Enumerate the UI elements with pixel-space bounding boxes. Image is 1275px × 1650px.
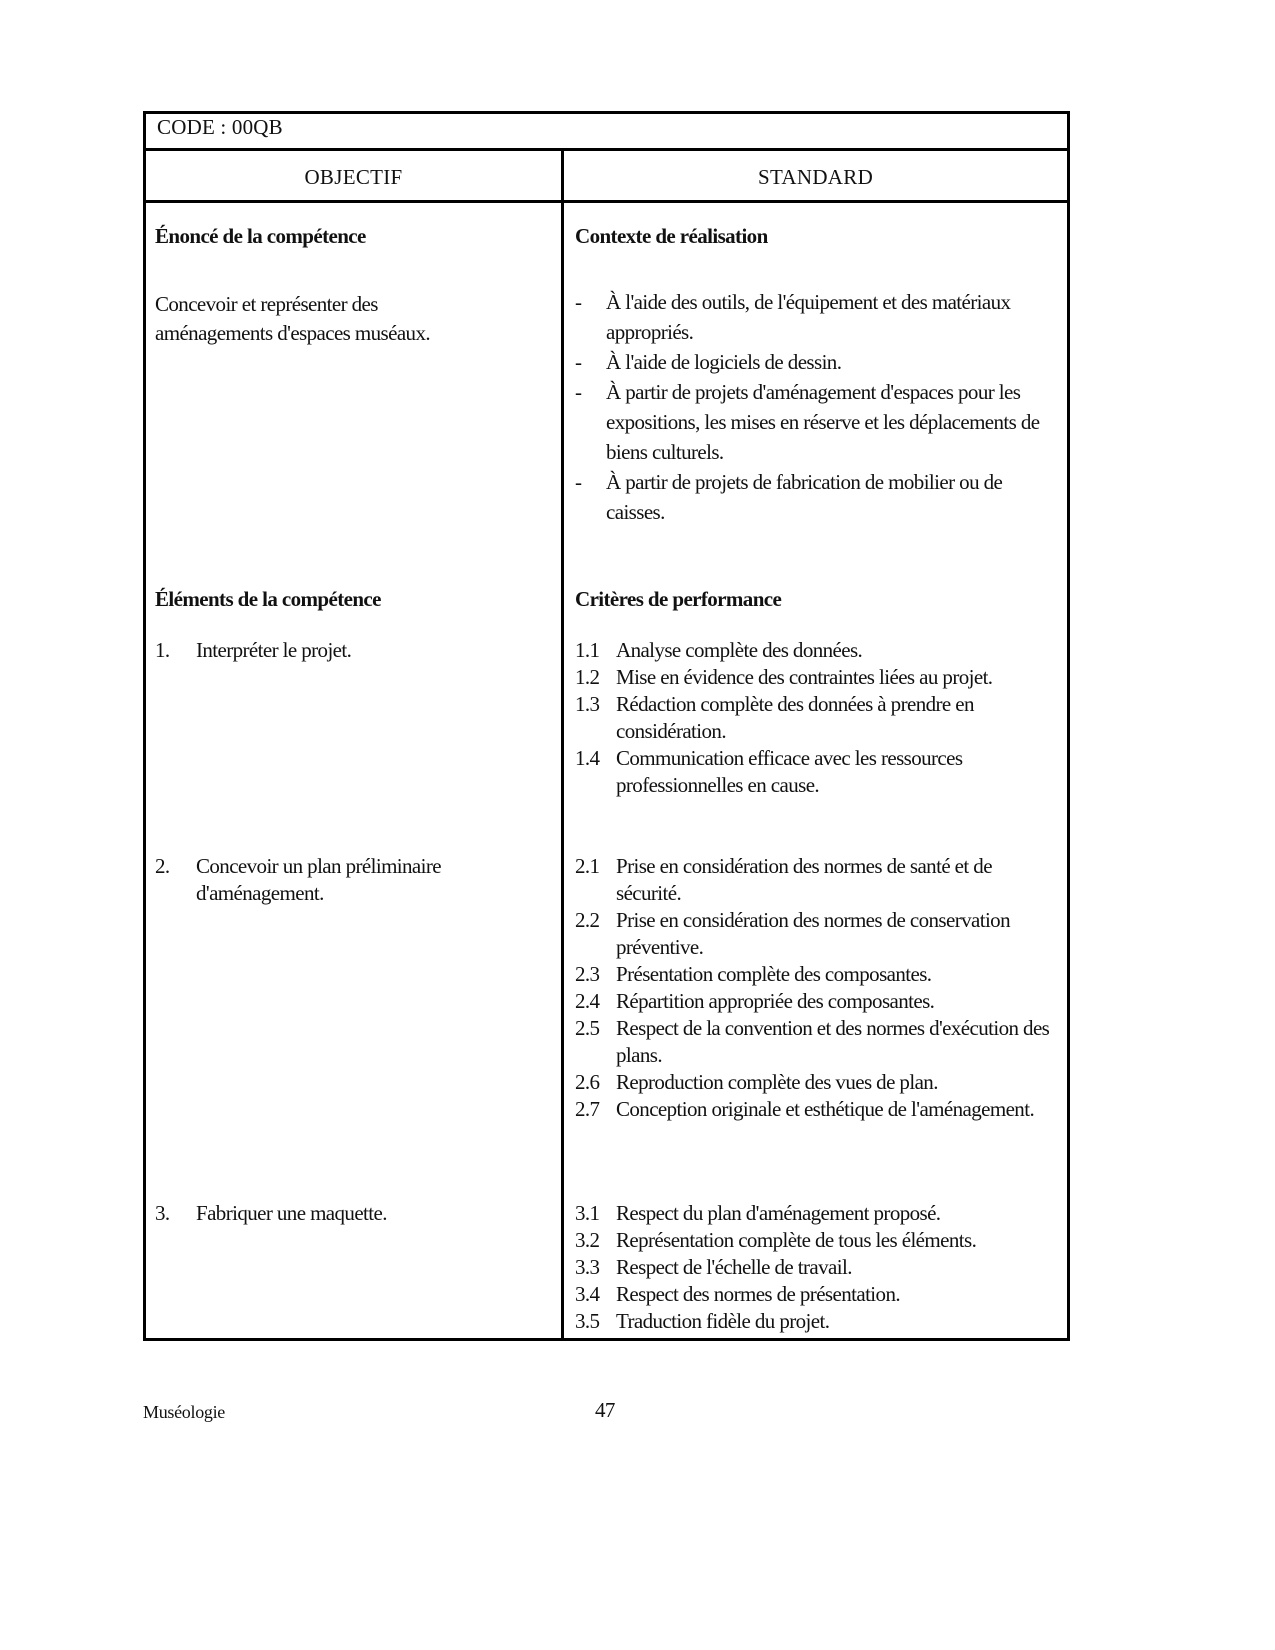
- criterion-item: [575, 1227, 1050, 1254]
- contexte-item: [575, 467, 1045, 527]
- criteria-group-3: [575, 1200, 1050, 1335]
- item-number: 2.6: [575, 1070, 600, 1094]
- contexte-list: [575, 287, 1045, 527]
- criteres-title: Critères de performance: [575, 587, 782, 611]
- footer-program: Muséologie: [143, 1402, 225, 1422]
- item-number: 3.3: [575, 1255, 600, 1279]
- item-text: Respect de l'échelle de travail.: [616, 1255, 852, 1279]
- element-item: [155, 637, 475, 664]
- item-text: Prise en considération des normes de conservation préventive.: [616, 908, 1010, 959]
- criterion-item: [575, 961, 1050, 988]
- criterion-item: [575, 907, 1050, 961]
- enonce-title: Énoncé de la compétence: [155, 224, 366, 248]
- item-text: Interpréter le projet.: [196, 638, 352, 662]
- item-text: Prise en considération des normes de santé et de sécurité.: [616, 854, 992, 905]
- criterion-item: [575, 637, 1050, 664]
- item-text: Représentation complète de tous les éléments.: [616, 1228, 977, 1252]
- criterion-item: [575, 745, 1050, 799]
- element-row: [155, 1200, 475, 1227]
- item-number: 1.2: [575, 665, 600, 689]
- contexte-item: [575, 287, 1045, 347]
- criterion-item: [575, 1015, 1050, 1069]
- item-number: 3.1: [575, 1201, 600, 1225]
- contexte-title: Contexte de réalisation: [575, 224, 768, 248]
- divider: [146, 148, 1067, 151]
- item-text: Concevoir un plan préliminaire d'aménagement.: [196, 854, 442, 905]
- item-number: -: [575, 290, 582, 314]
- item-text: À partir de projets de fabrication de mobilier ou de caisses.: [606, 470, 1003, 524]
- criterion-item: [575, 1308, 1050, 1335]
- element-row: [155, 637, 475, 664]
- item-number: 1.4: [575, 746, 600, 770]
- item-text: Rédaction complète des données à prendre en considération.: [616, 692, 974, 743]
- criterion-item: [575, 1254, 1050, 1281]
- item-number: 3.5: [575, 1309, 600, 1333]
- column-divider: [561, 151, 564, 1338]
- item-text: Respect des normes de présentation.: [616, 1282, 900, 1306]
- item-number: -: [575, 380, 582, 404]
- element-item: [155, 1200, 475, 1227]
- item-number: 2.3: [575, 962, 600, 986]
- element-item: [155, 853, 475, 907]
- item-text: Respect de la convention et des normes d'exécution des plans.: [616, 1016, 1050, 1067]
- item-number: -: [575, 470, 582, 494]
- item-text: Analyse complète des données.: [616, 638, 863, 662]
- item-text: Conception originale et esthétique de l'aménagement.: [616, 1097, 1035, 1121]
- criterion-item: [575, 1096, 1050, 1123]
- elements-title: Éléments de la compétence: [155, 587, 381, 611]
- code-label: CODE : 00QB: [157, 115, 283, 139]
- item-text: À l'aide de logiciels de dessin.: [606, 350, 842, 374]
- criterion-item: [575, 664, 1050, 691]
- item-number: 2.: [155, 854, 170, 878]
- contexte-item: [575, 377, 1045, 467]
- divider: [146, 200, 1067, 203]
- item-number: 2.2: [575, 908, 600, 932]
- item-text: À partir de projets d'aménagement d'espaces pour les expositions, les mises en réserve et les déplacements de biens culturels.: [606, 380, 1040, 464]
- enonce-line: aménagements d'espaces muséaux.: [155, 321, 430, 345]
- criterion-item: [575, 988, 1050, 1015]
- item-number: 2.7: [575, 1097, 600, 1121]
- item-number: 2.5: [575, 1016, 600, 1040]
- item-text: Respect du plan d'aménagement proposé.: [616, 1201, 941, 1225]
- item-text: Répartition appropriée des composantes.: [616, 989, 935, 1013]
- enonce-line: Concevoir et représenter des: [155, 292, 378, 316]
- criteria-group-2: [575, 853, 1050, 1123]
- item-text: À l'aide des outils, de l'équipement et des matériaux appropriés.: [606, 290, 1011, 344]
- item-number: 3.2: [575, 1228, 600, 1252]
- item-number: 3.4: [575, 1282, 600, 1306]
- page-number: 47: [595, 1398, 615, 1422]
- item-number: 2.4: [575, 989, 600, 1013]
- criterion-item: [575, 1200, 1050, 1227]
- item-text: Communication efficace avec les ressources professionnelles en cause.: [616, 746, 963, 797]
- item-number: 2.1: [575, 854, 600, 878]
- criterion-item: [575, 1069, 1050, 1096]
- header-standard: STANDARD: [757, 165, 874, 189]
- criterion-item: [575, 1281, 1050, 1308]
- item-text: Traduction fidèle du projet.: [616, 1309, 830, 1333]
- item-text: Reproduction complète des vues de plan.: [616, 1070, 938, 1094]
- item-number: 3.: [155, 1201, 170, 1225]
- element-row: [155, 853, 475, 907]
- header-objectif: OBJECTIF: [304, 165, 403, 189]
- item-number: 1.3: [575, 692, 600, 716]
- item-number: 1.: [155, 638, 170, 662]
- criterion-item: [575, 691, 1050, 745]
- item-number: -: [575, 350, 582, 374]
- item-text: Fabriquer une maquette.: [196, 1201, 387, 1225]
- criteria-group-1: [575, 637, 1050, 799]
- criterion-item: [575, 853, 1050, 907]
- contexte-item: [575, 347, 1045, 377]
- item-text: Mise en évidence des contraintes liées au projet.: [616, 665, 993, 689]
- item-text: Présentation complète des composantes.: [616, 962, 932, 986]
- item-number: 1.1: [575, 638, 600, 662]
